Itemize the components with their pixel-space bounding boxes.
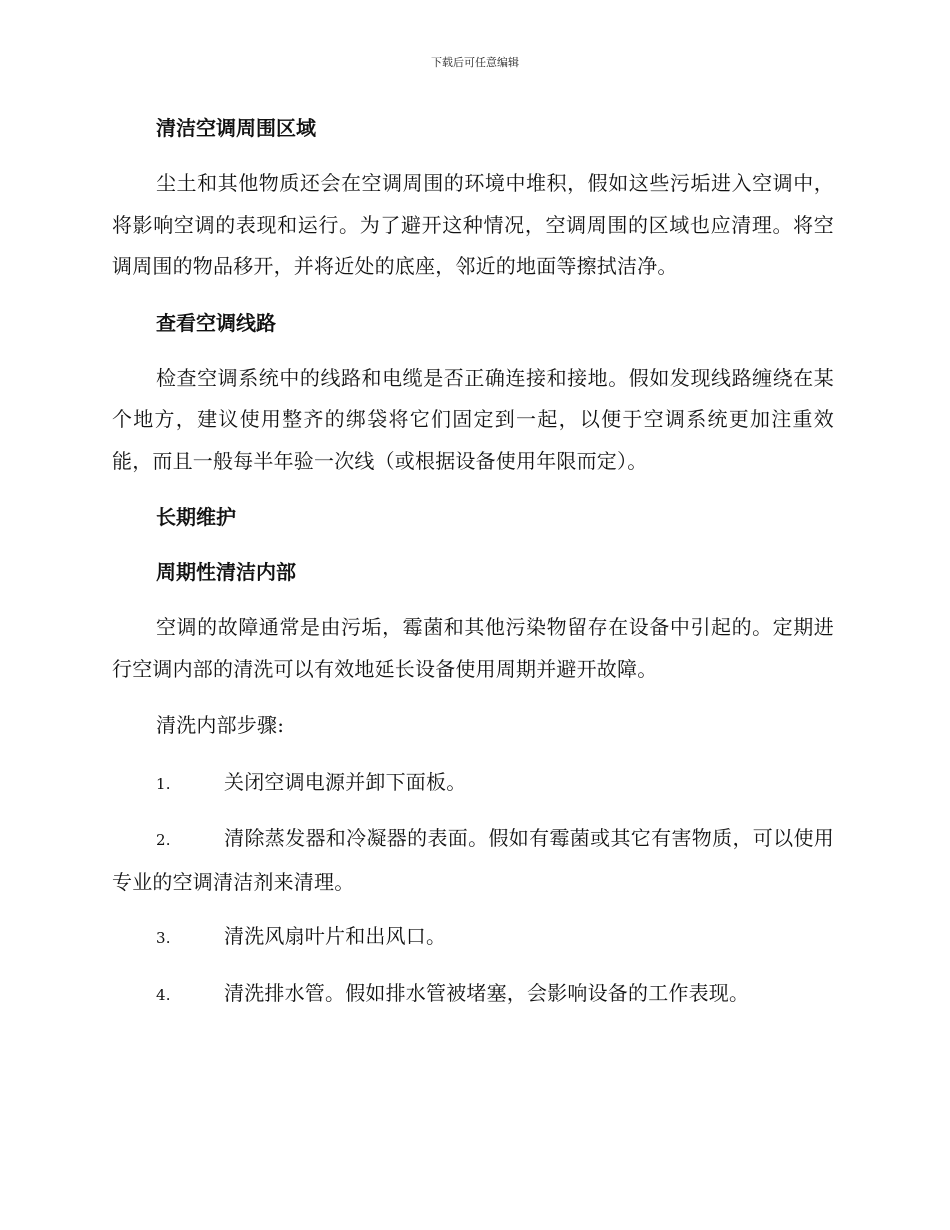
list-item-number: 2.: [156, 831, 171, 849]
section-heading-periodic-cleaning: 周期性清洁内部: [156, 560, 296, 584]
list-item-number: 3.: [156, 929, 171, 947]
list-item-text: 清洗排水管。假如排水管被堵塞，会影响设备的工作表现。: [224, 980, 750, 1005]
section-heading-check-wiring: 查看空调线路: [156, 310, 276, 335]
section-heading-long-term-maintenance: 长期维护: [156, 505, 236, 529]
section-heading-clean-surroundings: 清洁空调周围区域: [156, 116, 316, 140]
list-item-text: 清除蒸发器和冷凝器的表面。假如有霉菌或其它有害物质，可以使用专业的空调清洁剂来清理。: [112, 826, 834, 894]
document-body: [112, 108, 834, 1029]
list-item-text: 关闭空调电源并卸下面板。: [224, 769, 467, 794]
page-header: 下载后可任意编辑: [431, 56, 519, 69]
list-item: [112, 762, 834, 806]
steps-intro: 清洗内部步骤:: [156, 713, 285, 737]
paragraph-clean-surroundings: 尘土和其他物质还会在空调周围的环境中堆积，假如这些污垢进入空调中，将影响空调的表现和运行。为了避开这种情况，空调周围的区域也应清理。将空调周围的物品移开，并将近处的底座，邻近的地面等擦拭洁净。: [112, 171, 834, 278]
paragraph-check-wiring: 检查空调系统中的线路和电缆是否正确连接和接地。假如发现线路缠绕在某个地方，建议使用整齐的绑袋将它们固定到一起，以便于空调系统更加注重效能，而且一般每半年验一次线（或根据设备使用年限而定）。: [112, 365, 834, 473]
list-item-number: 1.: [156, 774, 171, 793]
list-item: [112, 916, 834, 960]
paragraph-periodic-cleaning: 空调的故障通常是由污垢，霉菌和其他污染物留存在设备中引起的。定期进行空调内部的清洗可以有效地延长设备使用周期并避开故障。: [112, 615, 834, 681]
list-item-text: 清洗风扇叶片和出风口。: [224, 924, 447, 948]
list-item-number: 4.: [156, 985, 171, 1004]
list-item: [112, 973, 834, 1017]
list-item: [112, 818, 834, 903]
